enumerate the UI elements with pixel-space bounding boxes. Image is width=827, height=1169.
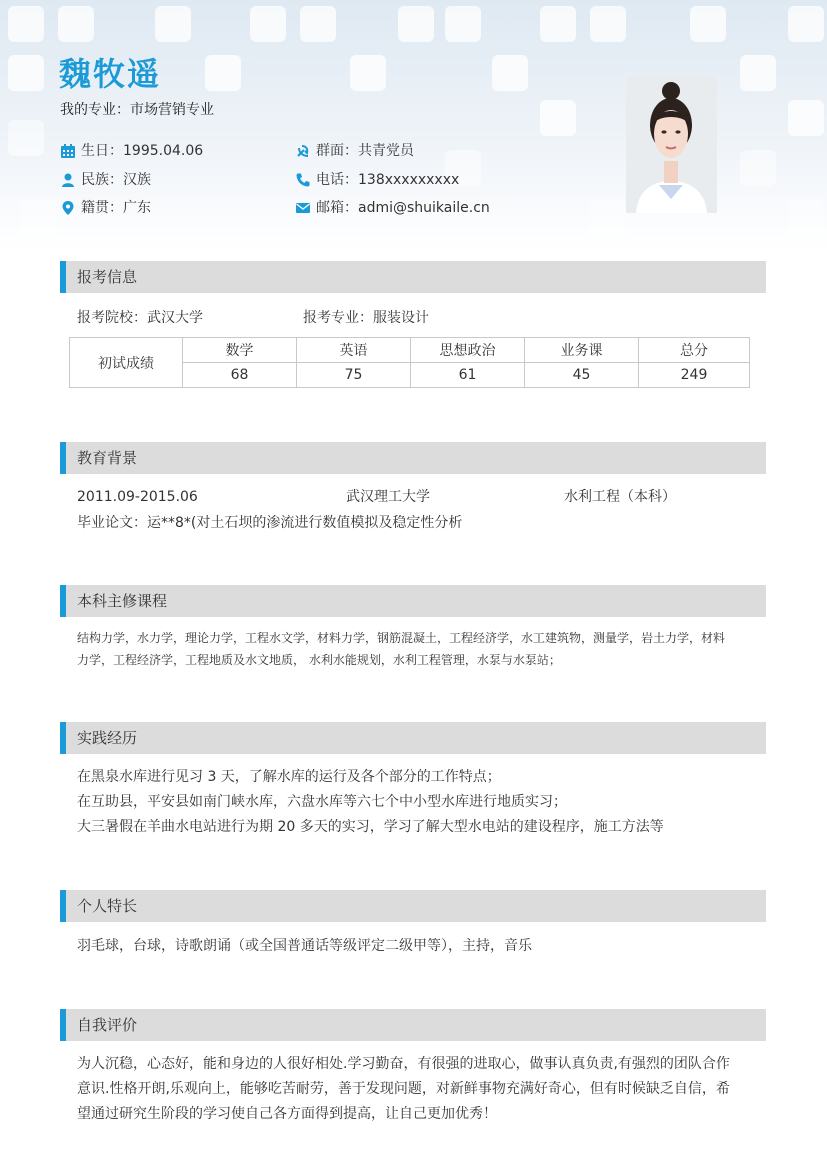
decor-tile <box>540 6 576 42</box>
exam-school: 报考院校：武汉大学 <box>77 310 203 326</box>
birthday-text: 生日：1995.04.06 <box>81 143 204 159</box>
location-pin-icon <box>60 200 76 216</box>
subject-cell: 总分 <box>639 338 750 363</box>
courses-line: 结构力学，水力学，理论力学，工程水文学，材料力学，钢筋混凝土，工程经济学，水工建筑物，测量学，岩土力学，材料 <box>77 631 726 645</box>
decor-tile <box>590 6 626 42</box>
phone-icon <box>295 172 311 188</box>
section-title: 教育背景 <box>77 449 138 467</box>
decor-tile <box>540 100 576 136</box>
decor-tile <box>788 200 824 236</box>
info-phone <box>295 170 459 190</box>
section-accent <box>60 442 66 474</box>
score-cell: 61 <box>411 363 525 388</box>
decor-tile <box>740 55 776 91</box>
phone-text: 电话：138xxxxxxxxx <box>316 172 460 188</box>
decor-tile <box>788 6 824 42</box>
section-accent <box>60 261 66 293</box>
info-birthday <box>60 141 203 161</box>
info-ethnicity <box>60 170 151 190</box>
education-major: 水利工程（本科） <box>564 489 676 505</box>
section-skills-header <box>60 890 766 922</box>
subject-cell: 数学 <box>183 338 297 363</box>
score-table <box>69 337 750 388</box>
section-education-header <box>60 442 766 474</box>
envelope-icon <box>295 200 311 216</box>
decor-tile <box>492 55 528 91</box>
decor-tile <box>788 100 824 136</box>
section-exam-header <box>60 261 766 293</box>
evaluation-line: 望通过研究生阶段的学习使自己各方面得到提高，让自己更加优秀！ <box>77 1106 497 1122</box>
education-thesis: 毕业论文：运**8*(对土石坝的渗流进行数值模拟及稳定性分析 <box>77 515 463 531</box>
decor-tile <box>20 200 56 236</box>
decor-tile <box>590 200 626 236</box>
calendar-icon <box>60 143 76 159</box>
decor-tile <box>300 6 336 42</box>
origin-text: 籍贯：广东 <box>81 200 151 216</box>
section-title: 自我评价 <box>77 1016 138 1034</box>
person-icon <box>60 172 76 188</box>
courses-line: 力学，工程经济学，工程地质及水文地质， 水利水能规划，水利工程管理，水泵与水泵站； <box>77 653 561 667</box>
info-political <box>295 141 414 161</box>
decor-tile <box>155 6 191 42</box>
practice-item: 在黑泉水库进行见习 3 天，了解水库的运行及各个部分的工作特点； <box>77 769 501 785</box>
section-title: 个人特长 <box>77 897 138 915</box>
score-cell: 45 <box>525 363 639 388</box>
practice-item: 在互助县，平安县如南门峡水库，六盘水库等六七个中小型水库进行地质实习； <box>77 794 567 810</box>
info-email <box>295 198 490 218</box>
ethnicity-text: 民族：汉族 <box>81 172 151 188</box>
score-cell: 68 <box>183 363 297 388</box>
decor-tile <box>8 120 44 156</box>
skills-text: 羽毛球，台球，诗歌朗诵（或全国普通话等级评定二级甲等），主持，音乐 <box>77 938 532 954</box>
section-accent <box>60 890 66 922</box>
decor-tile <box>690 6 726 42</box>
decor-tile <box>250 6 286 42</box>
candidate-major: 我的专业：市场营销专业 <box>60 102 214 118</box>
political-text: 群面：共青党员 <box>316 143 414 159</box>
candidate-name: 魏牧遥 <box>59 55 162 93</box>
decor-tile <box>398 6 434 42</box>
subject-cell: 业务课 <box>525 338 639 363</box>
evaluation-line: 意识.性格开朗,乐观向上，能够吃苦耐劳，善于发现问题，对新鲜事物充满好奇心，但有时候缺乏自信，希 <box>77 1081 730 1097</box>
section-accent <box>60 585 66 617</box>
party-emblem-icon <box>295 143 311 159</box>
score-cell: 75 <box>297 363 411 388</box>
section-accent <box>60 1009 66 1041</box>
decor-tile <box>8 6 44 42</box>
decor-tile <box>350 55 386 91</box>
subject-cell: 思想政治 <box>411 338 525 363</box>
exam-major: 报考专业：服装设计 <box>303 310 429 326</box>
section-accent <box>60 722 66 754</box>
section-practice-header <box>60 722 766 754</box>
practice-item: 大三暑假在羊曲水电站进行为期 20 多天的实习，学习了解大型水电站的建设程序，施工方法等 <box>77 819 664 835</box>
decor-tile <box>445 6 481 42</box>
section-title: 本科主修课程 <box>77 592 168 610</box>
score-cell: 249 <box>639 363 750 388</box>
section-title: 实践经历 <box>77 729 138 747</box>
profile-photo <box>626 77 717 213</box>
score-row-label: 初试成绩 <box>70 338 183 388</box>
portrait-illustration <box>626 77 717 213</box>
section-evaluation-header <box>60 1009 766 1041</box>
email-text: 邮箱：admi@shuikaile.cn <box>316 200 490 216</box>
decor-tile <box>740 150 776 186</box>
subject-cell: 英语 <box>297 338 411 363</box>
decor-tile <box>205 55 241 91</box>
education-period: 2011.09-2015.06 <box>77 489 198 505</box>
decor-tile <box>8 55 44 91</box>
info-origin <box>60 198 151 218</box>
section-courses-header <box>60 585 766 617</box>
education-school: 武汉理工大学 <box>346 489 430 505</box>
decor-tile <box>58 6 94 42</box>
section-title: 报考信息 <box>77 268 138 286</box>
table-row <box>70 338 750 363</box>
evaluation-line: 为人沉稳，心态好，能和身边的人很好相处.学习勤奋，有很强的进取心，做事认真负责,有强烈的团队合作 <box>77 1056 730 1072</box>
